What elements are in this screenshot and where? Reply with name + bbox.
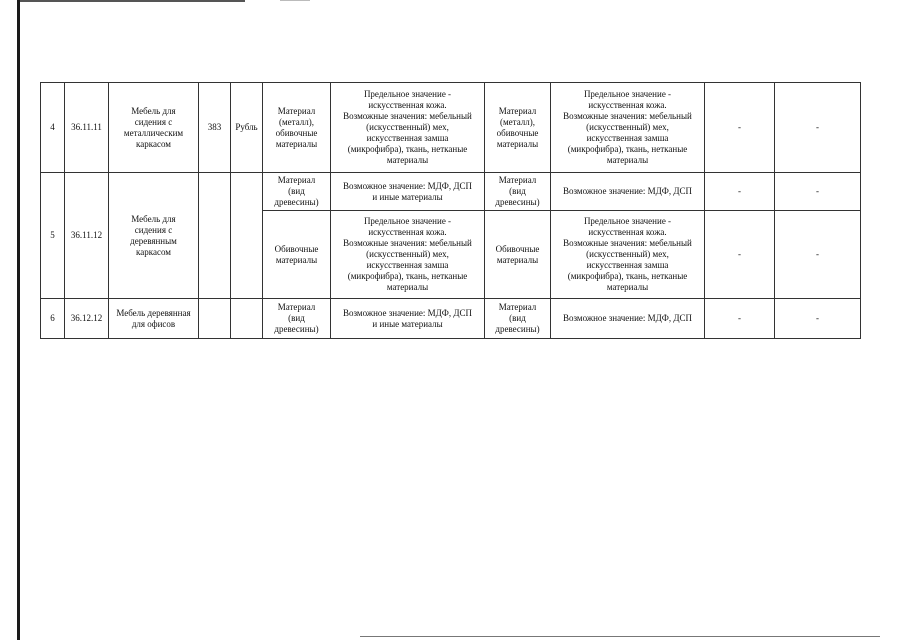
scan-left-edge (17, 0, 20, 640)
extra-1: - (705, 299, 775, 339)
item-name: Мебель деревянная для офисов (109, 299, 199, 339)
extra-2: - (775, 211, 861, 299)
okpd-code: 36.11.11 (65, 83, 109, 173)
extra-1: - (705, 83, 775, 173)
okpd-code: 36.12.12 (65, 299, 109, 339)
value-2: Предельное значение - искусственная кожа. Возможные значения: мебельный (искусственный) мех, искусственная замша (микрофибра), ткань, нетканые материалы (551, 83, 705, 173)
characteristic-2: Материал (металл), обивочные материалы (485, 83, 551, 173)
value-2: Возможное значение: МДФ, ДСП (551, 173, 705, 211)
unit-name (231, 299, 263, 339)
okei-code: 383 (199, 83, 231, 173)
value-2: Возможное значение: МДФ, ДСП (551, 299, 705, 339)
characteristic-2: Материал (вид древесины) (485, 299, 551, 339)
table-row (41, 173, 861, 211)
characteristic-1: Обивочные материалы (263, 211, 331, 299)
extra-1: - (705, 211, 775, 299)
okei-code (199, 299, 231, 339)
characteristic-1: Материал (вид древесины) (263, 173, 331, 211)
item-name: Мебель для сидения с металлическим каркасом (109, 83, 199, 173)
okei-code (199, 173, 231, 299)
characteristic-2: Обивочные материалы (485, 211, 551, 299)
value-1: Предельное значение - искусственная кожа. Возможные значения: мебельный (искусственный) мех, искусственная замша (микрофибра), ткань, нетканые материалы (331, 211, 485, 299)
row-number: 6 (41, 299, 65, 339)
value-1: Возможное значение: МДФ, ДСП и иные материалы (331, 173, 485, 211)
table-row (41, 83, 861, 173)
value-1: Возможное значение: МДФ, ДСП и иные материалы (331, 299, 485, 339)
extra-1: - (705, 173, 775, 211)
characteristic-1: Материал (металл), обивочные материалы (263, 83, 331, 173)
characteristic-1: Материал (вид древесины) (263, 299, 331, 339)
value-2: Предельное значение - искусственная кожа. Возможные значения: мебельный (искусственный) мех, искусственная замша (микрофибра), ткань, нетканые материалы (551, 211, 705, 299)
unit-name: Рубль (231, 83, 263, 173)
extra-2: - (775, 299, 861, 339)
characteristic-2: Материал (вид древесины) (485, 173, 551, 211)
goods-characteristics-table (40, 82, 861, 339)
value-1: Предельное значение - искусственная кожа. Возможные значения: мебельный (искусственный) мех, искусственная замша (микрофибра), ткань, нетканые материалы (331, 83, 485, 173)
unit-name (231, 173, 263, 299)
row-number: 4 (41, 83, 65, 173)
item-name: Мебель для сидения с деревянным каркасом (109, 173, 199, 299)
row-number: 5 (41, 173, 65, 299)
extra-2: - (775, 173, 861, 211)
extra-2: - (775, 83, 861, 173)
scan-top-line (20, 0, 245, 2)
scan-bottom-line (360, 636, 880, 637)
okpd-code: 36.11.12 (65, 173, 109, 299)
table-row (41, 299, 861, 339)
scan-top-faint (280, 0, 310, 1)
